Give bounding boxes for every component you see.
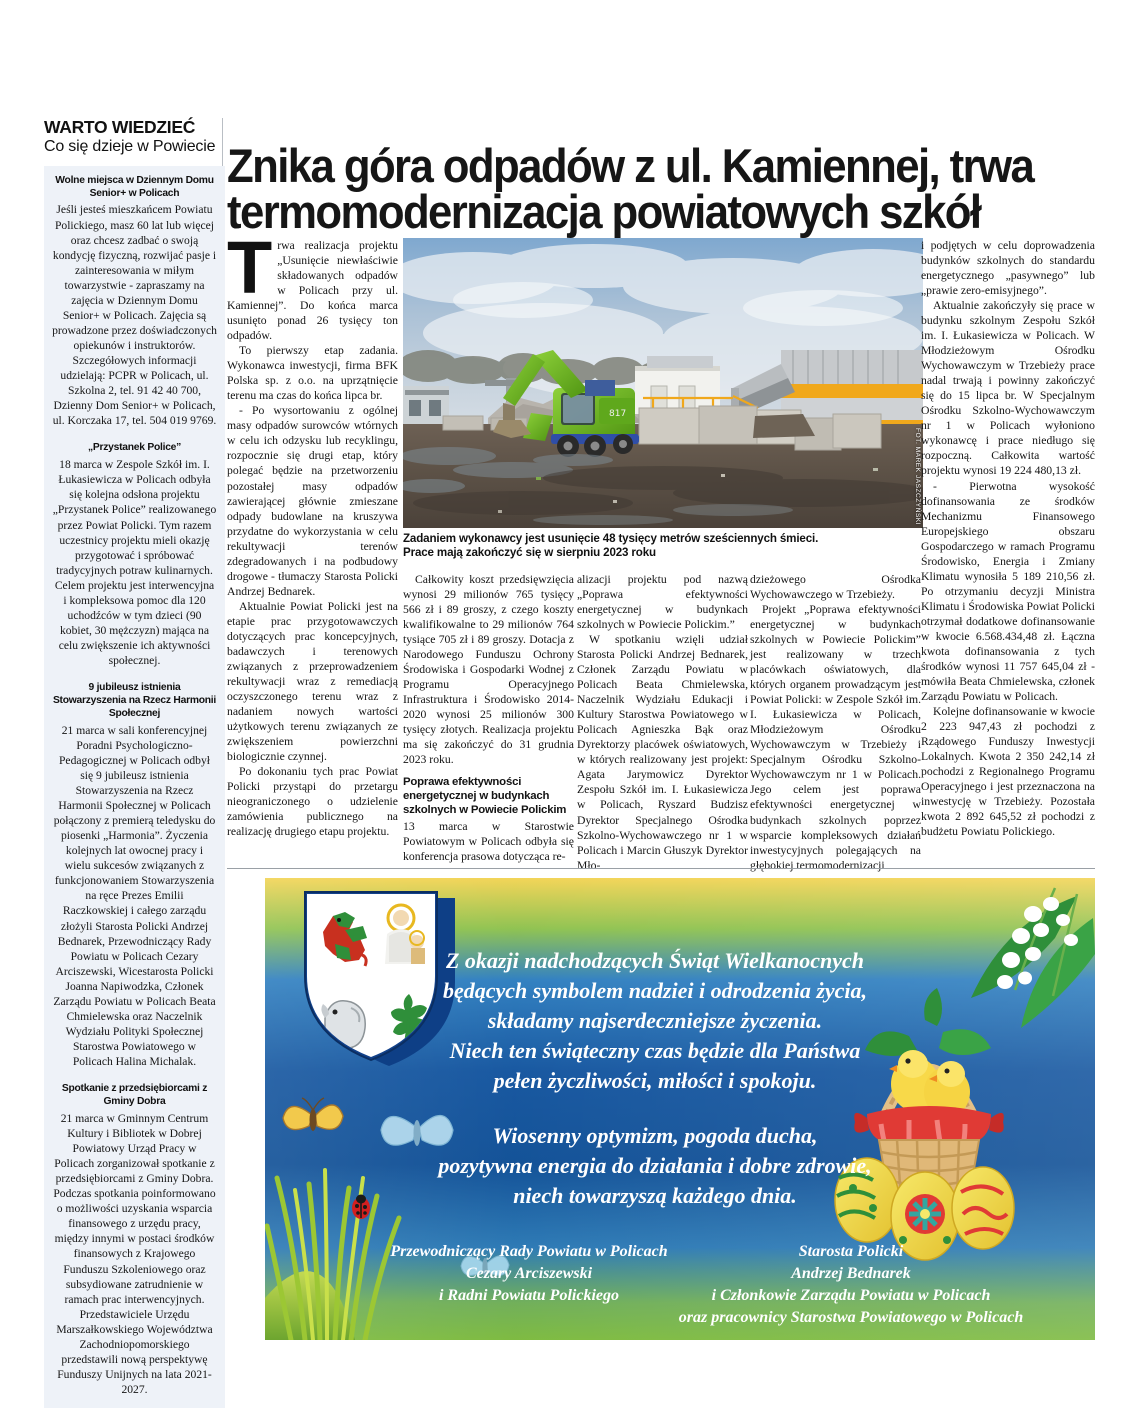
svg-text:Przewodniczący Rady Powiatu w: Przewodniczący Rady Powiatu w Policach (390, 1243, 668, 1260)
svg-text:i Członkowie Zarządu Powiatu w: i Członkowie Zarządu Powiatu w Policach (711, 1287, 991, 1304)
article-column-1 (227, 226, 398, 839)
spacer (52, 428, 217, 442)
svg-text:817: 817 (609, 409, 627, 419)
svg-text:Wiosenny optymizm, pogoda duch: Wiosenny optymizm, pogoda ducha, (492, 1123, 818, 1148)
photo-caption-line-2: Prace mają zakończyć się w sierpniu 2023 roku (403, 546, 656, 560)
sidebar (44, 118, 225, 1408)
article-paragraph (227, 226, 398, 343)
svg-text:pełen życzliwości, miłości i s: pełen życzliwości, miłości i spokoju. (493, 1068, 817, 1093)
sidebar-subtitle: Co się dzieje w Powiecie (44, 138, 216, 156)
article-text: rwa realizacja projektu „Usunięcie niewłaściwie składowanych odpadów w Policach przy ul. Kamiennej”. Do końca marca usunięto ponad 26 tysięcy ton odpadów. (227, 239, 398, 343)
headline-line-2: termomodernizacja powiatowych szkół (227, 185, 981, 239)
greeting-text (436, 948, 871, 1208)
article-paragraph: Projekt „Poprawa efektywności energetycznej w budynkach szkolnych w Powiecie Polickim” jest realizowany w trzech placówkach oświatowych, dla których organem prowadzącym jest Powiat Policki: w Zespole Szkół im. I. Łukasiewicza w Policach, Młodzieżowym Ośrodku Wychowawczym w Trzebieży i Specjalnym Ośrodku Szkolno-Wychowawczym nr 1 w Policach. Jego celem jest poprawa efektywności energetycznej w budynkach szkolnych poprzez wsparcie kompleksowych działań inwestycyjnych polegających na głębokiej termomodernizacji (750, 603, 921, 872)
sidebar-item-title: 9 jubileusz istnienia Stowarzyszenia na Rzecz Harmonii Społecznej (52, 682, 217, 719)
svg-text:Cezary Arciszewski: Cezary Arciszewski (465, 1265, 593, 1282)
article-paragraph: alizacji projektu pod nazwą „Poprawa efektywności energetycznej w budynkach szkolnych w Powiecie Polickim.” (577, 573, 748, 632)
photo-caption (403, 532, 923, 561)
photo-caption-line-1: Zadaniem wykonawcy jest usunięcie 48 tysięcy metrów sześciennych śmieci. (403, 532, 819, 545)
article-paragraph: - Pierwotna wysokość dofinansowania ze środków Mechanizmu Finansowego Europejskiego obszaru Gospodarczego w ramach Programu Środowisko, Energia i Zmiany Klimatu wynosiła 5 189 210,56 zł. Po otrzymaniu decyzji Ministra Klimatu i Środowiska Powiat Policki otrzymał dodatkowe dofinansowanie w kwocie 6.568.434,48 zł. Łączna kwota dofinansowania z tych środków wynosi 11 757 645,04 zł - mówiła Beata Chmielewska, członek Zarządu Powiatu w Policach. (921, 479, 1096, 703)
article-paragraph: i podjętych w celu doprowadzenia budynków szkolnych do standardu energetycznego „pasywnego” lub „prawie zero-emisyjnego”. (921, 239, 1095, 298)
article-paragraph: - Po wysortowaniu z ogólnej masy odpadów surowców wtórnych w celu ich odzysku lub recyklingu, rozpocznie się drugi etap, który polegać będzie na przetworzeniu pozostałej masy odpadów zawierającej głównie zmieszane odpady budowlane na kruszywa przydatne do wykorzystania w celu rekultywacji terenów zdegradowanych i na podbudowy drogowe - tłumaczy Starosta Policki Andrzej Bednarek. (227, 404, 398, 598)
sidebar-item-title: Wolne miejsca w Dziennym Domu Senior+ w Policach (55, 174, 214, 199)
svg-text:pozytywna energia do działania: pozytywna energia do działania i dobre zdrowie, (438, 1153, 872, 1178)
svg-text:składamy najserdeczniejsze życ: składamy najserdeczniejsze życzenia. (487, 1008, 823, 1033)
sidebar-item-body: 18 marca w Zespole Szkół im. I. Łukasiewicza w Policach odbyła się kolejna odsłona projektu „Przystanek Police” realizowanego przez Powiat Policki. Tym razem uczestnicy projektu mieli okazję przygotować i spróbować tradycyjnych potraw kulinarnych. Celem projektu jest interwencyjna i kompleksowa pomoc dla 120 uchodźców w tym dzieci (90 kobiet, 30 mężczyzn) mająca na celu zwiększenie ich aktywności społecznej. (52, 458, 217, 668)
article-bottom-rule (227, 868, 1095, 869)
spacer (52, 1069, 217, 1083)
article-paragraph: 13 marca w Starostwie Powiatowym w Policach odbyła się konferencja prasowa dotycząca re- (403, 820, 574, 864)
svg-text:będących symbolem nadziei i od: będących symbolem nadziei i odrodzenia życia, (442, 978, 868, 1003)
sidebar-item-body: Jeśli jesteś mieszkańcem Powiatu Polickiego, masz 60 lat lub więcej oraz chcesz zadbać o swoją kondycję fizyczną, rozwijać pasje i zainteresowania w miłym towarzystwie - zapraszamy na zajęcia w Dziennym Domu Senior+ w Policach. Zajęcia są prowadzone przez doświadczonych opiekunów i instruktorów. Szczegółowych informacji udzielają: PCPR w Policach, ul. Szkolna 2, tel. 91 42 40 700, Dzienny Dom Senior+ w Policach, ul. Korczaka 17, tel. 504 019 9769. (52, 203, 217, 428)
sidebar-news-box (44, 166, 225, 1408)
sidebar-item-title: Spotkanie z przedsiębiorcami z Gminy Dobra (61, 1083, 208, 1108)
sidebar-item-title: „Przystanek Police” (87, 442, 182, 454)
article-photo (403, 238, 923, 528)
article-paragraph: Kolejne dofinansowanie w kwocie 2 223 947,43 zł pochodzi z Rządowego Funduszy Inwestycji Lokalnych. Kwota 2 350 242,14 zł pochodzi z Regionalnego Programu Operacyjnego i jest przeznaczona na inwestycję w Trzebieży. Pozostała kwota 2 892 645,52 zł pochodzi z budżetu Powiatu Polickiego. (921, 704, 1095, 839)
article-paragraph: W spotkaniu wzięli udział Starosta Policki Andrzej Bednarek, Członek Zarządu Powiatu w Policach Beata Chmielewska, Naczelnik Wydziału Edukacji i Kultury Starostwa Powiatowego w Policach Agnieszka Bąk oraz Dyrektorzy placówek oświatowych, w których realizowany jest projekt: Agata Jarymowicz Dyrektor Zespołu Szkół im. I. Łukasiewicza w Policach, Ryszard Budzisz Dyrektor Specjalnego Ośrodka Szkolno-Wychowawczego nr 1 w Policach i Marcin Głuszyk Dyrektor Mło- (577, 633, 748, 872)
svg-text:Andrzej Bednarek: Andrzej Bednarek (791, 1265, 911, 1282)
article-column-4 (750, 572, 921, 873)
svg-text:Niech ten świąteczny czas będz: Niech ten świąteczny czas będzie dla Państwa (449, 1038, 861, 1063)
article-paragraph: To pierwszy etap zadania. Wykonawca inwestycji, firma BFK Polska sp. z o.o. na uprzątnięcie terenu ma czas do końca lipca br. (227, 344, 398, 403)
article-paragraph: Aktualnie zakończyły się prace w budynku szkolnym Zespołu Szkół im. I. Łukasiewicza w Policach. W Młodzieżowym Ośrodku Wychowawczym w Trzebieży prace nadal trwają i powinny zakończyć się do 15 lipca br. W Specjalnym Ośrodku Szkolno-Wychowawczym nr 1 w Policach wyłoniono wykonawcę i prace niedługo się rozpoczną. Całkowita wartość projektu wynosi 19 224 480,13 zł. (921, 299, 1095, 478)
svg-text:Z okazji nadchodzących Świąt W: Z okazji nadchodzących Świąt Wielkanocnych (445, 948, 865, 973)
headline-line-1: Znika góra odpadów z ul. Kamiennej, trwa (227, 139, 1034, 193)
drop-cap: T (227, 226, 273, 309)
article-column-2 (403, 572, 574, 864)
article-paragraph: dzieżowego Ośrodka Wychowawczego w Trzebieży. (750, 573, 921, 602)
sidebar-item-body: 21 marca w sali konferencyjnej Poradni Psychologiczno-Pedagogicznej w Policach odbył się 9 jubileusz istnienia Stowarzyszenia na Rzecz Harmonii Społecznej w Policach połączony z premierą teledysku do piosenki „Harmonia”. Życzenia kolejnych lat owocnej pracy i wielu sukcesów związanych z funkcjonowaniem Stowarzyszenia na ręce Prezes Emilii Raczkowskiej i całego zarządu złożyli Starosta Policki Andrzej Bednarek, Przewodniczący Rady Powiatu w Policach Cezary Arciszewski, Wicestarosta Policki Joanna Napiwodzka, Członek Zarządu Powiatu w Policach Beata Chmielewska oraz Naczelnik Wydziału Polityki Społecznej Starostwa Powiatowego w Policach Halina Michalak. (53, 723, 216, 1069)
sidebar-item-gmina-dobra (52, 1083, 217, 1397)
svg-text:Starosta Policki: Starosta Policki (798, 1243, 904, 1260)
spacer (52, 668, 217, 682)
sidebar-item-body: 21 marca w Gminnym Centrum Kultury i Bibliotek w Dobrej Powiatowy Urząd Pracy w Policach zorganizował spotkanie z przedsiębiorcami z Gminy Dobra. Podczas spotkania poinformowano o możliwości uzyskania wsparcia finansowego z urzędu pracy, między innymi w postaci środków finansowych z Krajowego Funduszu Szkoleniowego oraz subsydiowane zatrudnienie w ramach prac interwencyjnych. Przedstawiciele Urzędu Marszałkowskiego Województwa Zachodniopomorskiego przedstawili nową perspektywę Funduszy Unijnych na lata 2021-2027. (53, 1111, 216, 1397)
sidebar-item-przystanek-police (52, 442, 217, 668)
sidebar-kicker: WARTO WIEDZIEĆ (44, 117, 196, 137)
sidebar-item-harmonia (52, 682, 217, 1069)
easter-greeting-advertisement (265, 878, 1095, 1340)
article-paragraph: Aktualnie Powiat Policki jest na etapie prac przygotowawczych dotyczących prac koncepcyjnych, badawczych i terenowych związanych z przeprowadzeniem rekultywacji wraz z remediacją oczyszczonego terenu wraz z nadaniem nowych wartości użytkowych terenu związanych ze zwiększeniem powierzchni biologicznie czynnej. (227, 599, 398, 764)
article-subheading: Poprawa efektywności energetycznej w budynkach szkolnych w Powiecie Polickim (403, 776, 567, 817)
svg-text:i Radni Powiatu Polickiego: i Radni Powiatu Polickiego (438, 1287, 620, 1304)
sidebar-item-senior (52, 175, 217, 429)
article-column-right-top (921, 238, 1095, 839)
page-title (227, 139, 1034, 239)
article-paragraph: Całkowity koszt przedsięwzięcia wynosi 29 milionów 765 tysięcy 566 zł i 89 groszy, z czego koszty kwalifikowalne to 29 milionów 764 tysiące 705 zł i 89 groszy. Dotacja z Narodowego Funduszu Ochrony Środowiska i Gospodarki Wodnej z Programu Operacyjnego Infrastruktura i Środowisko 2014-2020 wynosi 25 milionów 300 tysięcy złotych. Realizacja projektu ma się zakończyć do 31 grudnia 2023 roku. (403, 573, 574, 767)
article-paragraph: Po dokonaniu tych prac Powiat Policki przystąpi do przetargu nieograniczonego o udzielenie zamówienia publicznego na realizację drugiego etapu projektu. (227, 765, 398, 839)
photo-credit: FOT. MAREK JASZCZYŃSKI (914, 427, 921, 525)
article-column-3 (577, 572, 748, 873)
svg-text:oraz pracownicy Starostwa Powi: oraz pracownicy Starostwa Powiatowego w Policach (678, 1309, 1024, 1326)
svg-text:niech towarzyszą każdego dnia.: niech towarzyszą każdego dnia. (513, 1183, 797, 1208)
